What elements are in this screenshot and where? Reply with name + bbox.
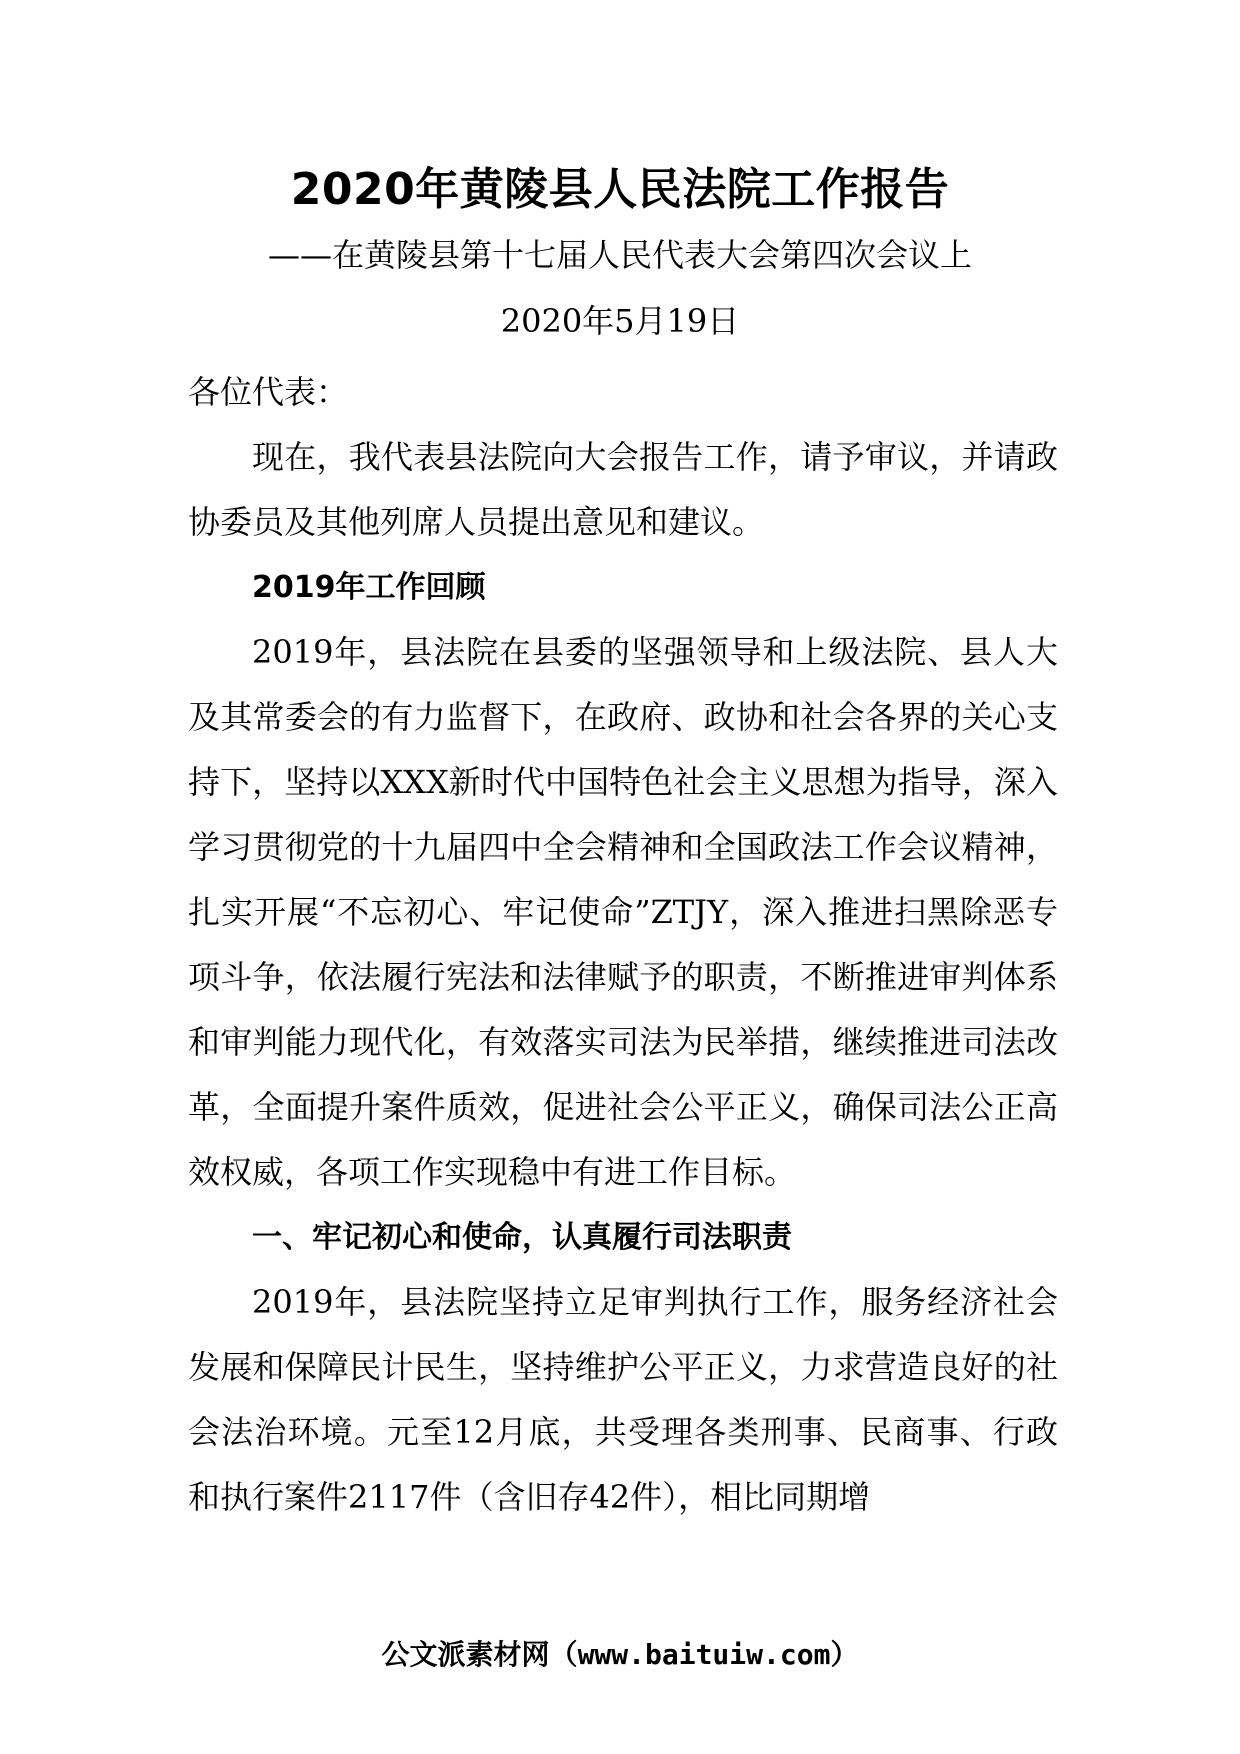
document-date: 2020年5月19日 xyxy=(500,302,740,340)
document-title: 2020年黄陵县人民法院工作报告 xyxy=(290,164,950,215)
document-body xyxy=(188,360,1058,1530)
salutation: 各位代表： xyxy=(188,373,349,411)
footer-open-paren: （ xyxy=(549,1638,578,1671)
footer-close-paren: ） xyxy=(830,1638,859,1671)
paragraph-section-one: 2019年，县法院坚持立足审判执行工作，服务经济社会发展和保障民计民生，坚持维护公平正义，力求营造良好的社会法治环境。元至12月底，共受理各类刑事、民商事、行政和执行案件2117件（含旧存42件），相比同期增 xyxy=(188,1283,1058,1516)
footer-url: www.baituiw.com xyxy=(577,1638,831,1671)
paragraph-intro: 现在，我代表县法院向大会报告工作，请予审议，并请政协委员及其他列席人员提出意见和建议。 xyxy=(188,438,1058,541)
paragraph-review: 2019年，县法院在县委的坚强领导和上级法院、县人大及其常委会的有力监督下，在政府、政协和社会各界的关心支持下，坚持以XXX新时代中国特色社会主义思想为指导，深入学习贯彻党的十九届四中全会精神和全国政法工作会议精神，扎实开展“不忘初心、牢记使命”ZTJY，深入推进扫黑除恶专项斗争，依法履行宪法和法律赋予的职责，不断推进审判体系和审判能力现代化，有效落实司法为民举措，继续推进司法改革，全面提升案件质效，促进社会公平正义，确保司法公正高效权威，各项工作实现稳中有进工作目标。 xyxy=(188,633,1058,1191)
document-subtitle: ——在黄陵县第十七届人民代表大会第四次会议上 xyxy=(267,236,972,274)
section-heading-one: 一、牢记初心和使命，认真履行司法职责 xyxy=(252,1220,792,1255)
section-heading-review: 2019年工作回顾 xyxy=(252,570,486,605)
footer-site-name: 公文派素材网 xyxy=(381,1638,550,1671)
page-footer xyxy=(0,1632,1240,1678)
